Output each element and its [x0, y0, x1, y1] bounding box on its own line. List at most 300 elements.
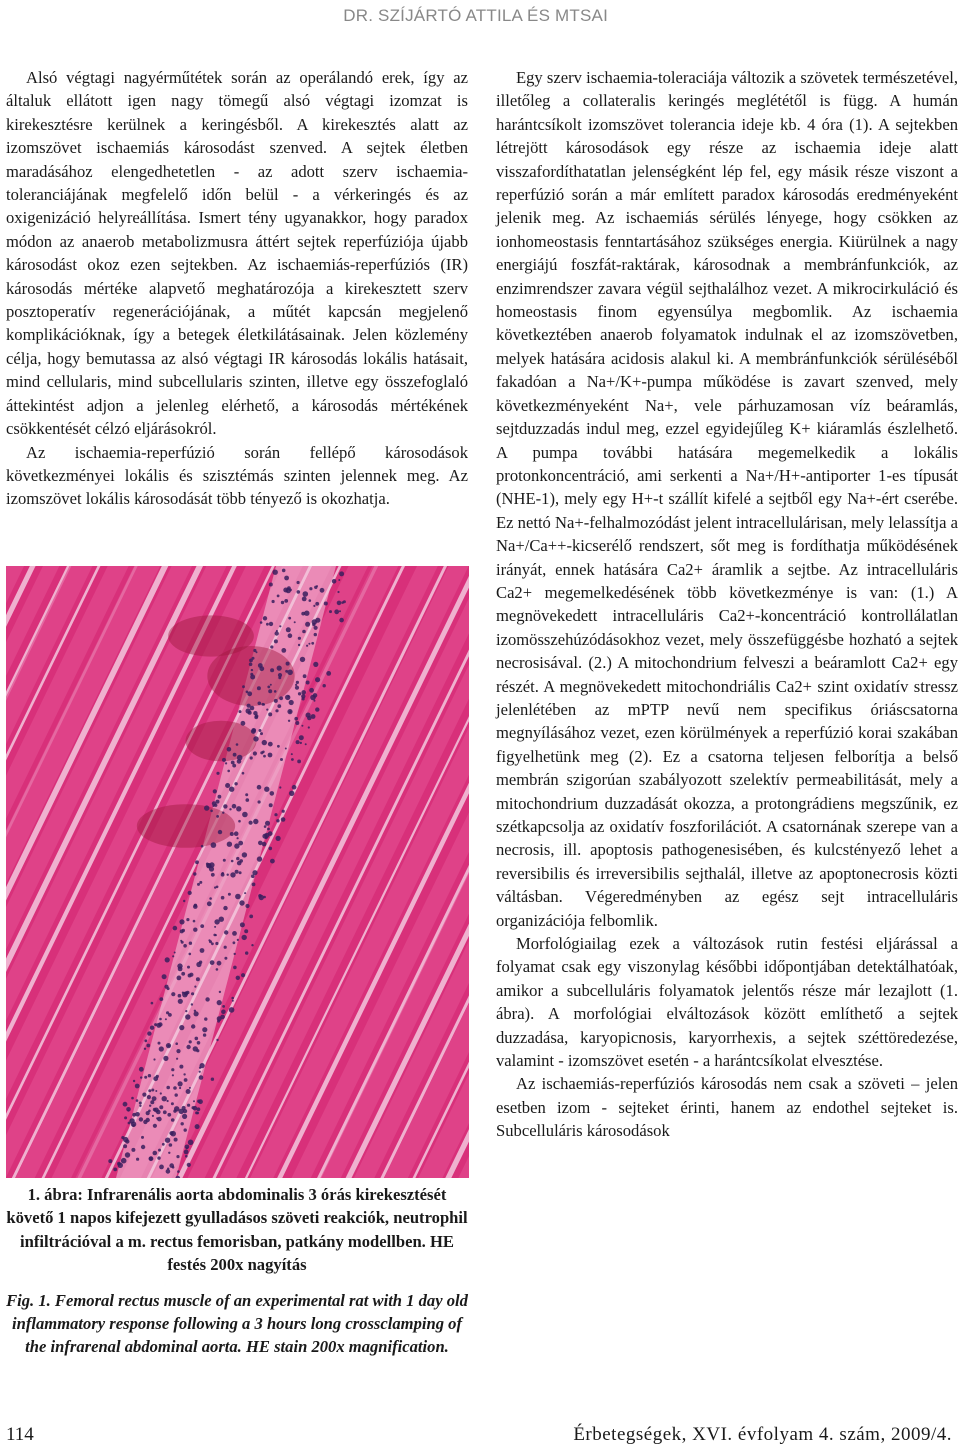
cell-nucleus [182, 992, 184, 994]
cell-nucleus [132, 1113, 136, 1117]
cell-nucleus [320, 588, 325, 593]
cell-nucleus [300, 742, 302, 744]
cell-nucleus [297, 590, 301, 594]
cell-nucleus [153, 1058, 155, 1060]
cell-nucleus [223, 804, 227, 808]
histology-figure [6, 566, 469, 1178]
cell-nucleus [163, 1110, 167, 1114]
cell-nucleus [211, 942, 214, 945]
cell-nucleus [179, 919, 184, 924]
cell-nucleus [183, 1073, 185, 1075]
cell-nucleus [199, 1075, 204, 1080]
cell-nucleus [232, 931, 237, 936]
cell-nucleus [315, 618, 320, 623]
cell-nucleus [285, 748, 287, 750]
cell-nucleus [185, 1010, 187, 1012]
cell-nucleus [147, 1095, 151, 1099]
cell-nucleus [227, 874, 229, 876]
cell-nucleus [339, 618, 344, 623]
cell-nucleus [123, 1102, 128, 1107]
cell-nucleus [298, 692, 301, 695]
cell-nucleus [176, 1155, 179, 1158]
cell-nucleus [281, 648, 286, 653]
cell-nucleus [144, 1039, 147, 1042]
cell-nucleus [152, 1115, 154, 1117]
cell-nucleus [172, 1074, 174, 1076]
cell-nucleus [159, 997, 163, 1001]
cell-nucleus [262, 834, 267, 839]
cell-nucleus [237, 759, 242, 764]
histology-image [6, 566, 469, 1178]
cell-nucleus [153, 1076, 158, 1081]
cell-nucleus [244, 892, 246, 894]
cell-nucleus [194, 1011, 199, 1016]
cell-nucleus [309, 587, 312, 590]
cell-nucleus [295, 684, 297, 686]
cell-nucleus [309, 688, 314, 693]
cell-nucleus [258, 702, 262, 706]
cell-nucleus [224, 957, 227, 960]
cell-nucleus [269, 803, 273, 807]
cell-nucleus [284, 599, 288, 603]
cell-nucleus [277, 666, 282, 671]
cell-nucleus [332, 579, 337, 584]
cell-nucleus [171, 1102, 174, 1105]
cell-nucleus [218, 830, 222, 834]
cell-nucleus [162, 1143, 165, 1146]
cell-nucleus [167, 1113, 171, 1117]
cell-nucleus [125, 1152, 130, 1157]
cell-nucleus [296, 681, 299, 684]
cell-nucleus [199, 1067, 201, 1069]
cell-nucleus [225, 762, 227, 764]
cell-nucleus [181, 972, 185, 976]
cell-nucleus [222, 812, 224, 814]
cell-nucleus [274, 813, 277, 816]
cell-nucleus [257, 686, 261, 690]
cell-nucleus [169, 1131, 173, 1135]
cell-nucleus [315, 707, 319, 711]
cell-nucleus [309, 599, 312, 602]
cell-nucleus [225, 783, 230, 788]
cell-nucleus [339, 610, 341, 612]
cell-nucleus [276, 836, 281, 841]
cell-nucleus [314, 700, 316, 702]
cell-nucleus [300, 657, 305, 662]
cell-nucleus [147, 1031, 151, 1035]
cell-nucleus [153, 1108, 157, 1112]
cell-nucleus [274, 690, 277, 693]
cell-nucleus [263, 755, 266, 758]
cell-nucleus [229, 1007, 235, 1013]
cell-nucleus [237, 861, 242, 866]
cell-nucleus [288, 633, 293, 638]
cell-nucleus [237, 837, 239, 839]
cell-nucleus [159, 1018, 162, 1021]
cell-nucleus [253, 649, 256, 652]
cell-nucleus [153, 1151, 158, 1156]
cell-nucleus [236, 806, 241, 811]
cell-nucleus [207, 901, 212, 906]
cell-nucleus [295, 686, 299, 690]
cell-nucleus [245, 793, 248, 796]
cell-nucleus [303, 591, 309, 597]
cell-nucleus [162, 974, 167, 979]
cell-nucleus [172, 1166, 175, 1169]
cell-nucleus [286, 627, 291, 632]
cell-nucleus [206, 863, 209, 866]
cell-nucleus [210, 960, 215, 965]
cell-nucleus [217, 1000, 222, 1005]
cell-nucleus [217, 1020, 220, 1023]
cell-nucleus [315, 602, 319, 606]
cell-nucleus [193, 928, 197, 932]
cell-nucleus [156, 1023, 161, 1028]
cell-nucleus [314, 633, 317, 636]
cell-nucleus [259, 729, 262, 732]
cell-nucleus [172, 955, 174, 957]
cell-nucleus [302, 597, 307, 602]
cell-nucleus [216, 772, 219, 775]
cell-nucleus [308, 726, 310, 728]
cell-nucleus [113, 1168, 117, 1172]
cell-nucleus [237, 939, 239, 941]
caption-english: Fig. 1. Femoral rectus muscle of an experimental rat with 1 day old inflammatory response following a 3 hours long crossclamping of the infrarenal abdominal aorta. HE stain 200x magnification. [6, 1290, 468, 1357]
journal-footer: Érbetegségek, XVI. évfolyam 4. szám, 2009/4. [573, 1424, 952, 1445]
cell-nucleus [157, 1117, 162, 1122]
cell-nucleus [187, 966, 190, 969]
cell-nucleus [230, 832, 234, 836]
cell-nucleus [189, 953, 192, 956]
cell-nucleus [221, 873, 225, 877]
cell-nucleus [200, 924, 204, 928]
cell-nucleus [235, 894, 241, 900]
cell-nucleus [186, 1147, 188, 1149]
cell-nucleus [121, 1158, 127, 1164]
cell-nucleus [222, 1005, 225, 1008]
cell-nucleus [171, 1068, 174, 1071]
cell-nucleus [215, 934, 217, 936]
cell-nucleus [250, 673, 253, 676]
cell-nucleus [299, 735, 304, 740]
body-paragraph: Morfológiailag ezek a változások rutin festési eljárással a folyamat csak egy viszonylag későbbi időpontjában detektálhatóak, amikor a subcelluláris folyamatok jelentős része már lezajlott (1. ábra). A morfológiai elváltozások között említhető a sejtek duzzadása, karyopicnosis, karyorrhexis, a sejtek széttöredezése, valamint - izomszövet esetén - a harántcsíkolat elvesztése. [496, 934, 958, 1071]
cell-nucleus [245, 904, 249, 908]
cell-nucleus [166, 1043, 171, 1048]
cell-nucleus [239, 900, 244, 905]
cell-nucleus [188, 891, 192, 895]
cell-nucleus [245, 951, 248, 954]
cell-nucleus [165, 1138, 170, 1143]
cell-nucleus [191, 992, 194, 995]
cell-nucleus [229, 787, 234, 792]
cell-nucleus [150, 1100, 154, 1104]
cell-nucleus [260, 621, 263, 624]
cell-nucleus [179, 1087, 181, 1089]
cell-nucleus [191, 1024, 195, 1028]
cell-nucleus [193, 1100, 195, 1102]
cell-nucleus [244, 929, 248, 933]
cell-nucleus [139, 1067, 144, 1072]
cell-nucleus [139, 1102, 142, 1105]
cell-nucleus [277, 595, 280, 598]
cell-nucleus [177, 1170, 180, 1173]
cell-nucleus [267, 828, 270, 831]
cell-nucleus [175, 1093, 178, 1096]
cell-nucleus [163, 1056, 168, 1061]
cell-nucleus [188, 1140, 194, 1146]
cell-nucleus [296, 740, 300, 744]
cell-nucleus [287, 670, 293, 676]
cell-nucleus [279, 625, 281, 627]
cell-nucleus [270, 668, 274, 672]
cell-nucleus [270, 791, 275, 796]
cell-nucleus [222, 758, 226, 762]
right-column [496, 66, 958, 1143]
cell-nucleus [337, 601, 342, 606]
cell-nucleus [315, 677, 320, 682]
cell-nucleus [262, 842, 267, 847]
cell-nucleus [178, 999, 183, 1004]
cell-nucleus [302, 630, 306, 634]
cell-nucleus [316, 585, 318, 587]
cell-nucleus [186, 1045, 190, 1049]
cell-nucleus [231, 860, 234, 863]
cell-nucleus [323, 684, 326, 687]
cell-nucleus [173, 1109, 176, 1112]
cell-nucleus [159, 1165, 164, 1170]
cell-nucleus [252, 883, 256, 887]
cell-nucleus [150, 1026, 154, 1030]
cell-nucleus [209, 897, 212, 900]
cell-nucleus [337, 591, 339, 593]
cell-nucleus [257, 785, 262, 790]
cell-nucleus [266, 709, 268, 711]
cell-nucleus [178, 994, 182, 998]
cell-nucleus [314, 626, 318, 630]
cell-nucleus [268, 753, 273, 758]
cell-nucleus [177, 976, 182, 981]
cell-nucleus [265, 821, 270, 826]
cell-nucleus [189, 942, 192, 945]
cell-nucleus [196, 1112, 199, 1115]
cell-nucleus [131, 1097, 134, 1100]
cell-nucleus [212, 805, 214, 807]
cell-nucleus [295, 721, 299, 725]
cell-nucleus [258, 800, 261, 803]
cell-nucleus [242, 935, 247, 940]
caption-hungarian: 1. ábra: Infrarenális aorta abdominalis 3 órás kirekesztését követő 1 napos kifejezett gyulladásos szöveti reakciók, neutrophil infiltrációval a m. rectus femorisban, patkány modellben. HE festés 200x nagyítás [6, 1185, 468, 1275]
cell-nucleus [234, 782, 237, 785]
cell-nucleus [253, 819, 258, 824]
cell-nucleus [171, 1118, 175, 1122]
cell-nucleus [123, 1144, 127, 1148]
cell-nucleus [193, 1106, 198, 1111]
cell-nucleus [240, 922, 245, 927]
cell-nucleus [231, 997, 234, 1000]
cell-nucleus [195, 860, 199, 864]
body-paragraph: Az ischaemia-reperfúzió során fellépő károsodások következményei lokális és szisztémás szinten jelennek meg. Az izomszövet lokális károsodását több tényező is okozhatja. [6, 442, 468, 509]
cell-nucleus [227, 842, 232, 847]
cell-nucleus [197, 883, 200, 886]
cell-nucleus [176, 1049, 180, 1053]
cell-nucleus [131, 1122, 136, 1127]
cell-nucleus [158, 1042, 161, 1045]
cell-nucleus [251, 729, 256, 734]
cell-nucleus [291, 753, 293, 755]
cell-nucleus [236, 976, 240, 980]
cell-nucleus [251, 944, 253, 946]
cell-nucleus [338, 579, 340, 581]
cell-nucleus [204, 1017, 207, 1020]
cell-nucleus [303, 674, 307, 678]
cell-nucleus [157, 1156, 160, 1159]
body-paragraph: Az ischaemiás-reperfúziós károsodás nem csak a szöveti – jelen esetben izom - sejteket érinti, hanem az endothel sejteket is. Subcelluláris károsodások [496, 1074, 958, 1141]
cell-nucleus [288, 617, 291, 620]
cell-nucleus [168, 1152, 170, 1154]
cell-nucleus [286, 588, 291, 593]
cell-nucleus [149, 1156, 154, 1161]
cell-nucleus [189, 973, 193, 977]
cell-nucleus [238, 841, 243, 846]
cell-nucleus [144, 1048, 146, 1050]
cell-nucleus [196, 1049, 199, 1052]
cell-nucleus [139, 1117, 143, 1121]
cell-nucleus [289, 700, 294, 705]
cell-nucleus [313, 662, 318, 667]
cell-nucleus [288, 720, 290, 722]
cell-nucleus [274, 639, 278, 643]
cell-nucleus [216, 800, 220, 804]
cell-nucleus [301, 690, 306, 695]
cell-nucleus [326, 671, 331, 676]
cell-nucleus [142, 1093, 146, 1097]
cell-nucleus [202, 1027, 207, 1032]
cell-nucleus [275, 709, 278, 712]
cell-nucleus [165, 957, 170, 962]
cell-nucleus [249, 821, 253, 825]
cell-nucleus [166, 1086, 170, 1090]
cell-nucleus [220, 1015, 225, 1020]
cell-nucleus [268, 689, 272, 693]
cell-nucleus [213, 789, 217, 793]
cell-nucleus [214, 886, 216, 888]
cell-nucleus [153, 1124, 157, 1128]
figure-caption [6, 1183, 468, 1359]
cell-nucleus [269, 622, 273, 626]
cell-nucleus [298, 637, 301, 640]
cell-nucleus [233, 966, 237, 970]
cell-nucleus [126, 1107, 131, 1112]
cell-nucleus [201, 845, 204, 848]
cell-nucleus [175, 1042, 178, 1045]
cell-nucleus [224, 930, 228, 934]
cell-nucleus [194, 1010, 196, 1012]
cell-nucleus [252, 870, 257, 875]
cell-nucleus [183, 944, 187, 948]
cell-nucleus [269, 583, 273, 587]
cell-nucleus [219, 917, 224, 922]
cell-nucleus [158, 1149, 161, 1152]
cell-nucleus [173, 926, 178, 931]
body-paragraph: Alsó végtagi nagyérműtétek során az operálandó erek, így az általuk ellátott igen nagy tömegű alsó végtagi izomzat is kirekesztésre kerülnek a keringésből. A kirekesztés alatt az izomszövet ischaemiás károsodást szenved. A sejtek életben maradásához elengedhetetlen - az adott szerv ischaemia-toleranciájának megfelelő időn belül - a vérkeringés és az oxigenizáció helyreállítása. Ismert tény ugyanakkor, hogy paradox módon az anaerob metabolizmusra áttért sejtek reperfúziója újabb károsodást okoz ezen sejtekben. Az ischaemiás-reperfúziós (IR) károsodás mértéke alapvető meghatározója a kirekesztett szerv posztoperatív regenerációjának, a műtét kapcsán megjelenő komplikációknak, így a betegek életkilátásainak. Jelen közlemény célja, hogy bemutassa az alsó végtagi IR károsodás lokális hatásait, mind cellularis, mind subcellularis szinten, illetve egy összefoglaló áttekintést adjon a jelenleg elérhető, a károsodás mértékének csökkentését célzó eljárásokról. [6, 68, 468, 439]
cell-nucleus [183, 900, 185, 902]
cell-nucleus [165, 1018, 167, 1020]
cell-nucleus [108, 1159, 112, 1163]
cell-nucleus [179, 1065, 183, 1069]
cell-nucleus [260, 732, 263, 735]
cell-nucleus [205, 997, 209, 1001]
hemorrhage-patch [168, 615, 254, 656]
cell-nucleus [178, 1081, 183, 1086]
cell-nucleus [186, 918, 189, 921]
cell-nucleus [232, 1000, 234, 1002]
cell-nucleus [304, 611, 309, 616]
cell-nucleus [196, 977, 200, 981]
cell-nucleus [235, 870, 239, 874]
running-header: DR. SZÍJÁRTÓ ATTILA ÉS MTSAI [343, 6, 608, 25]
hemorrhage-patch [186, 721, 257, 762]
cell-nucleus [139, 1105, 141, 1107]
cell-nucleus [167, 1100, 169, 1102]
cell-nucleus [279, 786, 281, 788]
cell-nucleus [305, 743, 307, 745]
cell-nucleus [242, 852, 247, 857]
cell-nucleus [270, 684, 272, 686]
cell-nucleus [189, 1087, 191, 1089]
cell-nucleus [251, 669, 253, 671]
cell-nucleus [257, 856, 262, 861]
cell-nucleus [159, 1046, 164, 1051]
hemorrhage-patch [137, 804, 235, 847]
cell-nucleus [223, 906, 227, 910]
cell-nucleus [180, 929, 184, 933]
cell-nucleus [224, 946, 227, 949]
cell-nucleus [238, 820, 241, 823]
cell-nucleus [199, 881, 202, 884]
cell-nucleus [298, 644, 300, 646]
cell-nucleus [210, 810, 213, 813]
cell-nucleus [184, 991, 188, 995]
cell-nucleus [193, 920, 196, 923]
cell-nucleus [151, 1002, 154, 1005]
cell-nucleus [324, 602, 328, 606]
cell-nucleus [275, 631, 279, 635]
cell-nucleus [149, 1105, 151, 1107]
cell-nucleus [253, 751, 257, 755]
page-number: 114 [6, 1424, 34, 1445]
cell-nucleus [184, 1078, 188, 1082]
cell-nucleus [281, 601, 284, 604]
cell-nucleus [339, 571, 344, 576]
cell-nucleus [181, 1122, 184, 1125]
cell-nucleus [249, 659, 253, 663]
cell-nucleus [273, 570, 278, 575]
cell-nucleus [186, 1089, 191, 1094]
cell-nucleus [124, 1116, 127, 1119]
cell-nucleus [151, 1089, 154, 1092]
cell-nucleus [329, 610, 332, 613]
cell-nucleus [185, 1014, 190, 1019]
cell-nucleus [182, 1114, 187, 1119]
cell-nucleus [227, 747, 232, 752]
cell-nucleus [211, 1078, 214, 1081]
cell-nucleus [231, 761, 235, 765]
cell-nucleus [261, 703, 264, 706]
cell-nucleus [171, 992, 175, 996]
cell-nucleus [272, 600, 275, 603]
cell-nucleus [249, 663, 253, 667]
cell-nucleus [253, 736, 258, 741]
